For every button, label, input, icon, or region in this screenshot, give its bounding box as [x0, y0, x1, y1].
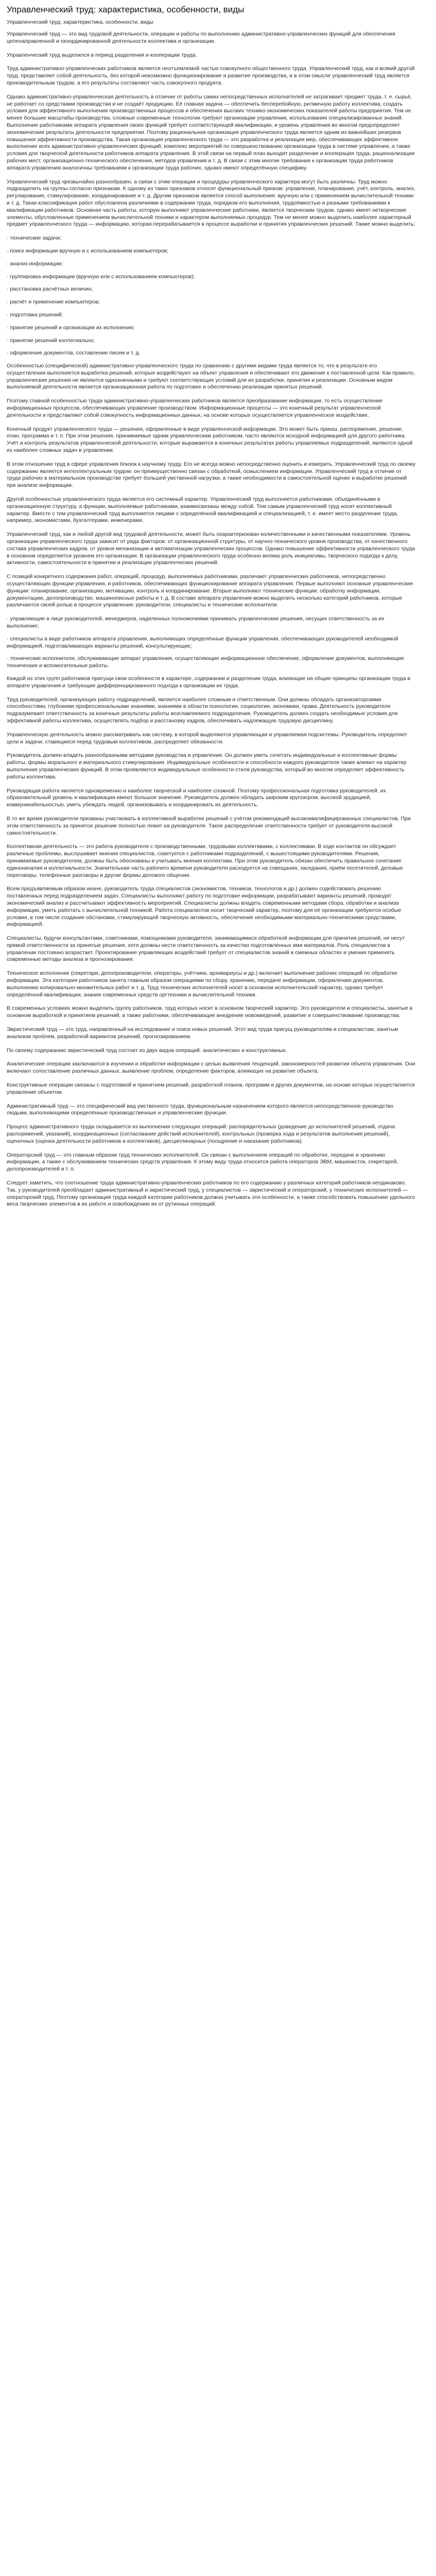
- article-paragraph: · группировка информации (вручную или с использованием компьютеров);: [7, 273, 195, 280]
- article-paragraph: · технические задачи;: [7, 235, 62, 242]
- article-paragraph: Поэтому главной особенностью труда административно-управленческих работников является преобразование информации, то есть осуществление информационных процессов, обеспечивающих управление производством. Информационные процессы — это конечный результат управленческой деятельности и представляют собой совокупность информационных данных, на основе которых осуществляется управленческое воздействие.: [7, 398, 383, 418]
- article-paragraph: Конструктивные операции связаны с подготовкой и принятием решений, разработкой планов, программ и других документов, на основе которых осуществляется управление объектом.: [7, 1082, 415, 1095]
- article-paragraph: Аналитические операции заключаются в изучении и обработке информации с целью выявления тенденций, закономерностей развития объекта управления. Они включают сопоставление различных данных, выявление проблем, определение факторов, влияющих на развитие объекта.: [7, 1061, 415, 1075]
- article-paragraph: · специалисты в виде работников аппарата управления, выполняющих определённые функции управления, обеспечивающих руководителей необходимой информацией, подготавливающих варианты решений, консультирующих;: [7, 635, 398, 649]
- article-paragraph: Управленческий труд выделился в период разделения и кооперации труда.: [7, 52, 197, 58]
- article-paragraph: Всем предъявляемым образом иначе, руководитель труда специалистов (экономистов, техников, технологов и др.) должен содействовать решению поставленных перед подразделением задач. Специалисты выполняют работу по подготовке информации, разрабатывают варианты решений, проводят экономический анализ и рассчитывают эффективность мероприятий. Специалисты должны владеть современными методами сбора, обработки и анализа информации, уметь работать с вычислительной техникой. Работа специалистов носит творческий характер, поэтому для её организации требуются особые условия, в том числе создание обстановки, стимулирующей творческую активность, обеспечение необходимыми материально-техническими средствами, информацией.: [7, 886, 402, 928]
- article-paragraph: Труд административно-управленческих работников является неотъемлемой частью совокупного общественного труда. Управленческий труд, как и всякий другой труд, представляет собой деятельность, без которой невозможно функционирование и развитие производства, и в этом смысле управленческий труд является производительным трудом, а его результаты составляют часть совокупного продукта.: [7, 65, 415, 86]
- article-paragraph: · принятие решений коллегиально;: [7, 337, 95, 344]
- article-paragraph: · подготовка решений;: [7, 311, 63, 318]
- article-paragraph: · принятие решений и организация их исполнения;: [7, 324, 135, 331]
- article-paragraph: · поиск информации вручную и с использованием компьютеров;: [7, 247, 168, 254]
- article-paragraph: Управленческий труд, как и любой другой вид трудовой деятельности, может быть охарактеризован количественными и качественными показателями. Уровень организации управленческого труда зависит от ряда факторов: от организационной структуры, от научно-технического уровня производства, от качественного состава управленческих кадров, от уровня механизации и автоматизации управленческих процессов. Однако повышение эффективности управленческого труда в основном определяется уровнем его организации. В организации управленческого труда особенно велика роль инициативы, творческого подхода к делу, активности, самостоятельности в принятии и реализации управленческих решений.: [7, 531, 415, 566]
- article-paragraph: · расстановка расчётных величин;: [7, 286, 93, 293]
- article-paragraph: Руководящая работа является одновременно и наиболее творческой и наиболее сложной. Поэтому профессиональная подготовка руководителей, их образовательный уровень и квалификация имеют большое значение. Руководитель должен обладать широким кругозором, высокой эрудицией, коммуникабельностью, уметь убеждать людей, организовывать и координировать их деятельность.: [7, 787, 386, 808]
- article-subtitle: Управленческий труд: характеристика, особенности, виды: [7, 19, 153, 25]
- article-paragraph: С позиций конкретного содержания работ, операций, процедур, выполняемых работниками, различают управленческих работников, непосредственно осуществляющих функции управления, и работников, обеспечивающих функционирование аппарата управления. Первые выполняют основные управленческие функции: планирование, организацию, мотивацию, контроль и координирование. Вторые выполняют технические функции: обработку информации, документацию, делопроизводство, машинописные работы и т. д. В составе аппарата управления можно выделить несколько категорий работников, которые различаются своей ролью в процессе управления: руководители, специалисты и технические исполнители.: [7, 573, 413, 608]
- article-paragraph: В то же время руководители призваны участвовать в коллективной выработке решений с учётом рекомендаций высококвалифицированных специалистов. При этом ответственность за принятое решение полностью лежит на руководителе. Такое распределение ответственности требует от руководителя высокой самостоятельности.: [7, 815, 411, 836]
- page-title: Управленческий труд: характеристика, особенности, виды: [7, 5, 245, 14]
- article-paragraph: · оформление документов, составление писем и т. д.: [7, 350, 141, 357]
- article-paragraph: Управленческую деятельность можно рассматривать как систему, в которой выделяются управляющая и управляемая подсистемы. Руководитель определяет цели и задачи, ставящиеся перед трудовым коллективом, распределяет обязанности.: [7, 731, 407, 745]
- article-paragraph: Специалисты, будучи консультантами, советниками, помощниками руководителя, занимающимися обработкой информации для принятия решений, не несут прямой ответственности за принятые решения, хотя должны нести ответственность за качество подготовленных ими материалов. Роль специалистов в управлении постоянно возрастает. Проектирование управляющих воздействий требует от специалистов знаний в смежных областях и умения применять современные методы анализа и прогнозирования.: [7, 935, 405, 963]
- article-paragraph: Следует заметить, что соотношение труда административно-управленческих работников по его содержанию у различных категорий работников неодинаково. Так, у руководителей преобладает административный и эвристический труд, у специалистов — эвристический и операторский, у технических исполнителей — операторский труд. Поэтому организация труда каждой категории работников должна учитывать эти особенности, а также способствовать повышению удельного веса творческих элементов в их работе и освобождению их от рутинных операций.: [7, 1180, 415, 1208]
- article-paragraph: · расчёт и применение компьютеров;: [7, 299, 100, 306]
- article-paragraph: Техническое исполнение (секретари, делопроизводители, операторы, учётчики, архивариусы и др.) включает выполнение рабочих операций по обработке информации. Эта категория работников занята главным образом операциями по сбору, хранению, передаче информации, оформлению документов, выполнению копировально-множительных работ и т. д. Труд технических исполнителей носит в основном исполнительский характер, однако требует определённой квалификации, знания современных средств оргтехники и вычислительной техники.: [7, 970, 398, 998]
- article-paragraph: Конечный продукт управленческого труда — решения, оформленные в виде управленческой информации. Это может быть приказ, распоряжение, решение, план, программа и т. п. При этом решения, принимаемые одним управленческим работником, часто являются исходной информацией для другого работника. Учёт и контроль результатов управленческой деятельности, которые выражаются в конечных результатах работы управляемых подразделений, являются одной из наиболее сложных задач в управлении.: [7, 426, 413, 454]
- article-paragraph: Эвристический труд — это труд, направленный на исследование и поиск новых решений. Этот вид труда присущ руководителям и специалистам, занятым анализом проблем, разработкой вариантов решений, прогнозированием.: [7, 1026, 398, 1040]
- article-paragraph: · анализ информации;: [7, 260, 63, 267]
- article-paragraph: Труд руководителей, организующих работу подразделений, является наиболее сложным и ответственным. Они должны обладать организаторскими способностями, глубокими профессиональными знаниями, знаниями в области психологии, социологии, экономики, права. Деятельность руководителя подразумевает ответственность за конечные результаты работы возглавляемого подразделения. Руководитель должен создать необходимые условия для эффективной работы коллектива, осуществлять подбор и расстановку кадров, обеспечивать надлежащую трудовую дисциплину.: [7, 696, 398, 724]
- article-page: [0, 0, 423, 1225]
- article-paragraph: Административный труд — это специфический вид умственного труда, функциональным назначением которого является непосредственное руководство людьми, выполняющими определённые производственные и управленческие функции.: [7, 1103, 394, 1116]
- article-paragraph: Управленческий труд — это вид трудовой деятельности, операции и работы по выполнению административно-управленческих функций для обеспечения целенаправленной и скоординированной деятельности коллектива и организации.: [7, 31, 395, 44]
- article-paragraph: Коллективная деятельность — это работа руководителя с производственными, трудовыми коллективами, с коллективами. В ходе контактов он обсуждает различные проблемы, выслушивает мнения специалистов, советуется с работниками подразделений, с вышестоящими руководителями. Решения, принимаемые руководителем, должны быть обоснованы и учитывать мнения коллектива. При этом руководитель обязан обеспечить правильное сочетание единоначалия и коллегиальности. Значительная часть рабочего времени руководителя расходуется на совещания, заседания, приём посетителей, деловые переговоры, телефонные разговоры и другие формы делового общения.: [7, 843, 403, 878]
- article-body: [7, 31, 416, 1208]
- article-paragraph: Однако административно-управленческая деятельность в отличие от работы самих непосредственных исполнителей не затрагивает предмет труда, т. е. сырьё, не работает со средствами производства и не создаёт продукцию. Её главная задача — обеспечить бесперебойную, ритмичную работу коллектива, создать условия для эффективного выполнения производственных процессов и обеспечения высоких технико-экономических показателей работы предприятия. Тем не менее большие масштабы производства, сложные современные технологии требуют организации управления, использования специализированных знаний. Выполнение работниками аппарата управления своих функций требует соответствующей квалификации, и уровень управления во многом предопределяет экономические результаты деятельности предприятия. Поэтому рациональная организация управленческого труда является одним из важнейших резервов повышения эффективности производства. Такая организация управленческого труда — это разработка и реализация мер, обеспечивающих эффективное выполнение всех административно-управленческих функций, комплекс мероприятий по совершенствованию организации труда в системе управления, а также условия для творческой деятельности работников аппарата управления. В этой связи на первый план выходят разделение и кооперация труда, рационализация рабочих мест, организационно-технического обеспечения, методов управления и т. д. В связи с этим многие требования к организации труда работников аппарата управления аналогичны требованиям к организации труда рабочих, однако имеют определённую специфику.: [7, 93, 415, 171]
- article-paragraph: Другой особенностью управленческого труда является его системный характер. Управленческий труд выполняется работниками, объединёнными в организационную структуру, а функции, выполняемые работниками, взаимосвязаны между собой. Тем самым управленческий труд носит коллективный характер. Вместе с тем управленческий труд выполняется лицами с определённой квалификацией и специализацией, т. е. имеет место разделение труда, например, экономистами, бухгалтерами, инженерами.: [7, 496, 398, 524]
- article-paragraph: · технические исполнители, обслуживающие аппарат управления, осуществляющие информационное обеспечение, оформление документов, выполняющие технические и вспомогательные работы.: [7, 655, 405, 669]
- article-paragraph: Операторский труд — это главным образом труд технических исполнителей. Он связан с выполнением операций по обработке, передаче и хранению информации, а также с обслуживанием технических средств управления. К этому виду труда относится работа операторов ЭВМ, машинисток, секретарей, делопроизводителей и т. п.: [7, 1151, 398, 1173]
- article-paragraph: В этом отношении труд в сфере управления близок к научному труду. Его не всегда можно непосредственно оценить и измерить. Управленческий труд по своему содержанию является интеллектуальным трудом: он преимущественно связан с обработкой, осмыслением информации. Управленческий труд в отличие от труда рабочих в материальном производстве требует большей умственной нагрузки, а также необходимости в самостоятельной оценке и выработке решений при анализе информации.: [7, 461, 416, 489]
- article-paragraph: Руководитель должен владеть разнообразными методами руководства и управления. Он должен уметь сочетать индивидуальные и коллективные формы работы, формы морального и материального стимулирования. Индивидуальные особенности и способности каждого руководителя также влияют на характер выполнения управленческих функций. В этом проявляются индивидуальные особенности стиля руководства, который во многом определяет эффективность работы коллектива.: [7, 752, 407, 780]
- article-paragraph: В современных условиях можно выделить группу работников, труд которых носит в основном творческий характер. Это руководители и специалисты, занятые в основном выработкой и принятием решений, а также работники, обеспечивающие внедрение нововведений, развитие и совершенствование производства.: [7, 1005, 413, 1019]
- article-paragraph: · управляющие в лице руководителей, менеджеров, наделенных полномочиями принимать управленческие решения, несущих ответственность за их выполнение;: [7, 616, 385, 629]
- article-paragraph: Управленческий труд чрезвычайно разнообразен, а связи с этим операции и процедуры управленческого характера могут быть различны. Труд можно подразделить на группы согласно признакам. К одному из таких признаков относят функциональный признак: управление, планирование, учёт, контроль, анализ, регулирование, стимулирование, координирование и т. д. Другим признаком является способ выполнения: вручную или с применением вычислительной техники и т. д. Такая классификация работ обусловлена различиями в содержании труда, порядком его выполнения, трудоёмкостью и разными требованиями к квалификации работников. Основная часть работы, которую выполняют управленческие работники, является творческим трудом, однако имеет нетворческие элементы, обусловленные применением вычислительной техники и характером выполняемых процедур. Тем не менее можно выделить наиболее характерный предмет управленческого труда — информацию, которая перерабатывается в процессе выработки и принятия управленческих решений. Также можно выделить:: [7, 178, 415, 228]
- article-paragraph: Особенностью (специфической) административно-управленческого труда по сравнению с другими видами труда является то, что в результате его осуществления выполняется выработка решений, которые воздействуют на объект управления и обеспечивают его движение к поставленной цели. Как правило, управленческие решения не являются однозначными и требуют соответствующих условий для их разработки, принятия и реализации. Основным видом выполняемой деятельности является организационная работа по подготовке и обеспечению реализации принятых решений.: [7, 363, 415, 391]
- article-paragraph: Каждой из этих групп работников присущи свои особенности в характере, содержании и разделении труда, влияющие на общие принципы организации труда в аппарате управления и требующие дифференцированного подхода к организации их труда.: [7, 675, 411, 689]
- article-paragraph: По своему содержанию эвристический труд состоит из двух видов операций: аналитических и конструктивных.: [7, 1047, 287, 1054]
- article-paragraph: Процесс административного труда складывается из выполнения следующих операций: распорядительных (доведение до исполнителей решений, отдача распоряжений, указаний), координационных (согласование действий исполнителей), контрольных (проверка хода и результатов выполнения решений), оценочных (оценка деятельности работников и коллективов), дисциплинарных (поощрение и наказание работников).: [7, 1124, 395, 1144]
